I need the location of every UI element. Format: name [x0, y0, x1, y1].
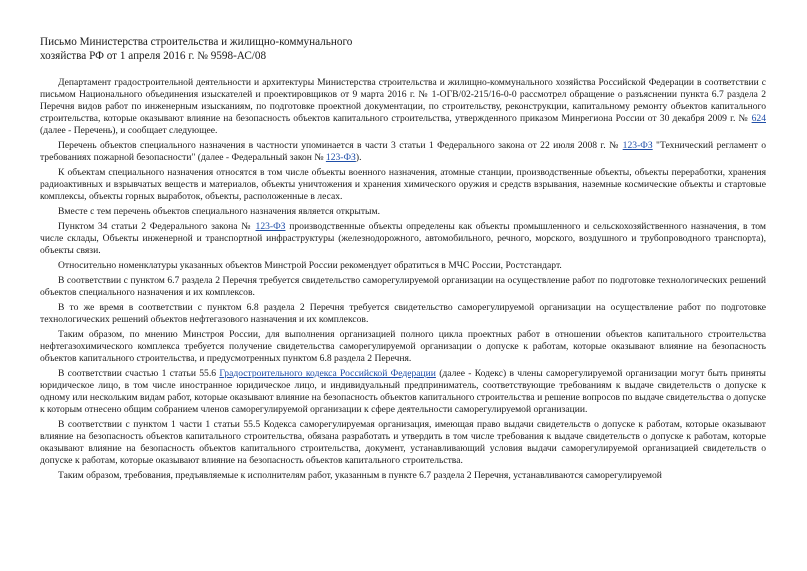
- paragraph: [40, 419, 766, 467]
- paragraph-text: К объектам специального назначения относятся в том числе объекты военного назначения, атомные станции, производственные объекты, объекты переработки, хранения радиоактивных и взрывчатых веществ и материалов, объекты уничтожения и хранения химического оружия и средств взрывания, наземные космические объекты и стартовые комплексы, объекты горных выработок, объекты, расположенные в лесах.: [40, 167, 766, 202]
- paragraph: [40, 470, 766, 482]
- paragraph: [40, 368, 766, 416]
- paragraph-text: Вместе с тем перечень объектов специального назначения является открытым.: [58, 206, 380, 217]
- paragraph-text: В соответствии с пунктом 6.7 раздела 2 Перечня требуется свидетельство саморегулируемой организации на осуществление работ по подготовке технологических решений объектов специального назначения и их комплексов.: [40, 275, 766, 298]
- document-link[interactable]: 123-ФЗ: [325, 152, 356, 163]
- title-line-1: Письмо Министерства строительства и жилищно-коммунального: [40, 36, 353, 48]
- paragraph-text: Перечень объектов специального назначения в частности упоминается в части 3 статьи 1 Федерального закона от 22 июля 2008 г. №: [58, 140, 623, 151]
- title-line-2: хозяйства РФ от 1 апреля 2016 г. № 9598-АС/08: [40, 49, 267, 62]
- paragraph-text: Таким образом, требования, предъявляемые к исполнителям работ, указанным в пункте 6.7 раздела 2 Перечня, устанавливаются саморегулируемой: [58, 470, 662, 481]
- paragraph: [40, 206, 766, 218]
- paragraph: [40, 140, 766, 164]
- paragraph: [40, 260, 766, 272]
- paragraph-text: ).: [355, 152, 362, 163]
- paragraph-text: Пунктом 34 статьи 2 Федерального закона №: [58, 221, 256, 232]
- document-title: [40, 36, 766, 63]
- paragraph-text: В соответствии счастью 1 статьи 55.6: [58, 368, 220, 379]
- document-link[interactable]: Градостроительного кодекса Российской Федерации: [219, 368, 436, 379]
- paragraph-text: Департамент градостроительной деятельности и архитектуры Министерства строительства и жилищно-коммунального хозяйства Российской Федерации в соответствии с письмом Национального объединения изыскателей и проектировщиков от 9 марта 2016 г. № 1-ОГВ/02-215/16-0-0 рассмотрел обращение о разъяснении пункта 6.7 раздела 2 Перечня видов работ по инженерным изысканиям, по подготовке проектной документации, по строительству, реконструкции, капитальному ремонту объектов капитального строительства, которые оказывают влияние на безопасность объектов капитального строительства, утвержденного приказом Минрегиона России от 30 декабря 2009 г. №: [40, 77, 766, 124]
- paragraph-text: (далее - Перечень), и сообщает следующее.: [40, 125, 218, 136]
- paragraph-text: производственные объекты определены как объекты промышленного и сельскохозяйственного назначения, в том числе склады, Объекты инженерной и транспортной инфраструктуры (железнодорожного, автомобильного, речного, морского, воздушного и трубопроводного транспорта), объекты связи.: [40, 221, 766, 256]
- paragraph-text: В то же время в соответствии с пунктом 6.8 раздела 2 Перечня требуется свидетельство саморегулируемой организации на осуществление работ по подготовке технологических решений объектов нефтегазового назначения и их комплексов.: [40, 302, 766, 325]
- paragraph-text: Относительно номенклатуры указанных объектов Минстрой России рекомендует обратиться в МЧС России, Ростстандарт.: [58, 260, 562, 271]
- paragraph-text: В соответствии с пунктом 1 части 1 статьи 55.5 Кодекса саморегулируемая организация, имеющая право выдачи свидетельств о допуске к работам, которые оказывают влияние на безопасность объектов капитального строительства, обязана разработать и утвердить в том числе требования к выдаче свидетельств о допуске к работам, которые оказывают влияние на безопасность объектов капитального строительства, документ, устанавливающий условия выдачи саморегулируемой организацией свидетельств о допуске к работам, которые оказывают влияние на безопасность объектов капитального строительства.: [40, 419, 766, 466]
- paragraph-text: (далее - Кодекс) в члены саморегулируемой организации могут быть приняты юридическое лицо, в том числе иностранное юридическое лицо, и индивидуальный предприниматель, соответствующие требованиям к выдаче свидетельств о допуске к одному или нескольким видам работ, которые оказывают влияние на безопасность объектов капитального строительства и решение вопросов по выдаче свидетельства о допуске к которым отнесено общим собранием членов саморегулируемой организации к сфере деятельности саморегулируемой организации.: [40, 368, 766, 415]
- paragraph: [40, 275, 766, 299]
- document-link[interactable]: 624: [751, 113, 766, 124]
- document-body: [40, 77, 766, 482]
- document-page: [40, 36, 766, 485]
- paragraph: [40, 221, 766, 257]
- paragraph: [40, 329, 766, 365]
- document-link[interactable]: 123-ФЗ: [622, 140, 653, 151]
- document-link[interactable]: 123-ФЗ: [255, 221, 286, 232]
- paragraph: [40, 77, 766, 137]
- paragraph: [40, 302, 766, 326]
- paragraph-text: Таким образом, по мнению Минстроя России, для выполнения организацией полного цикла проектных работ в отношении объектов капитального строительства нефтегазохимического комплекса требуется получение свидетельства саморегулируемой организации о допуске к работам, которые оказывают влияние на безопасность объектов капитального строительства, и предусмотренных пунктом 6.8 раздела 2 Перечня.: [40, 329, 766, 364]
- paragraph: [40, 167, 766, 203]
- paragraph-text: "Технический регламент о требованиях пожарной безопасности" (далее - Федеральный закон №: [40, 140, 766, 163]
